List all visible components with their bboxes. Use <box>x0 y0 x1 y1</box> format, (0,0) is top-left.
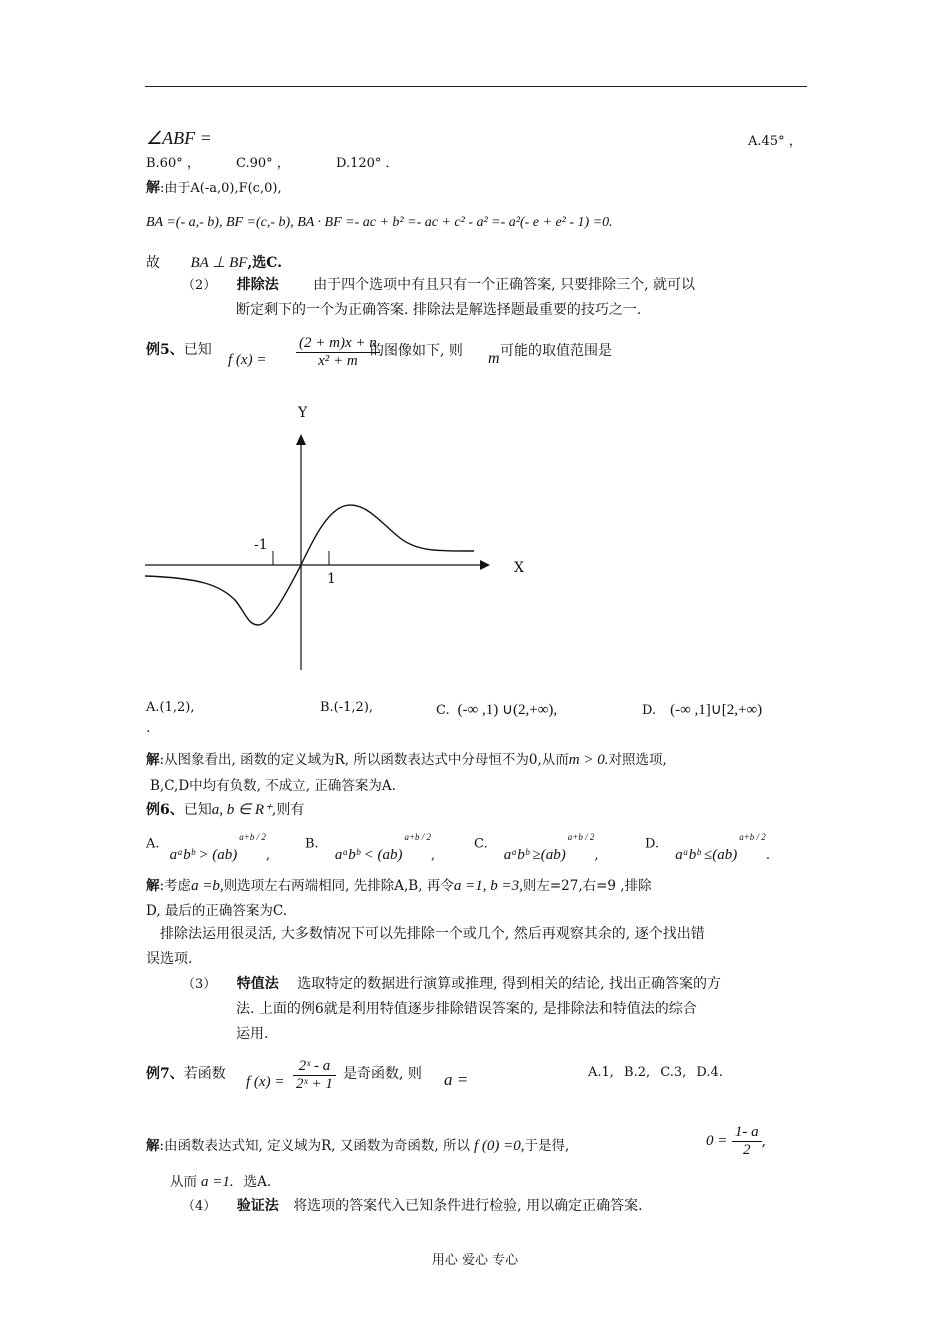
ex5-fraction: $\frac{(2 + m)x + n}{\text{x² + m}}$ <box>296 335 380 370</box>
option-c: C.90° ， <box>236 156 290 171</box>
ex6-note-line2: 误选项. <box>146 951 193 967</box>
ex7-options: A.1, B.2, C.3, D.4. <box>588 1065 723 1080</box>
ex5-solution-line1: 解:从图象看出, 函数的定义域为R, 所以函数表达式中分母恒不为0,从而m > 0.对照选项, <box>146 752 667 768</box>
ex6-option-c: C. aᵃbᵇ ≥(ab)$^{a+b / 2}$, <box>474 832 599 864</box>
ex7-solution-fraction: 0 = $\frac{1- a}{2}$ , <box>706 1124 767 1158</box>
angle-abf: ∠ABF = <box>146 128 212 148</box>
ex5-func-lhs: f (x) = <box>228 352 267 368</box>
vector-equation: BA =(- a,- b), BF =(c,- b), BA · BF =- ac + b² =- ac + c² - a² =- a²(- e + e² - 1) =0. <box>146 215 613 230</box>
header-rule <box>145 86 807 87</box>
ex7-ask: a = <box>444 1070 469 1089</box>
method3-line1: （3） 特值法 选取特定的数据进行演算或推理, 得到相关的结论, 找出正确答案的方 <box>182 976 721 992</box>
example6-label: 例6、已知a, b ∈ R⁺,则有 <box>146 802 305 818</box>
ex7-func-lhs: f (x) = <box>246 1074 285 1090</box>
method4-line: （4） 验证法 将选项的答案代入已知条件进行检验, 用以确定正确答案. <box>182 1198 643 1214</box>
ex7-fraction: $\frac{\text{2ˣ - a}}{\text{2ˣ + 1}}$ <box>293 1058 336 1093</box>
solution-4: 解:由于A(-a,0),F(c,0), <box>146 180 282 196</box>
example5-label: 例5、已知 <box>146 342 212 358</box>
example7-label: 例7、若函数 <box>146 1066 226 1082</box>
ex5-solution-line2: B,C,D中均有负数, 不成立, 正确答案为A. <box>150 778 396 794</box>
function-graph <box>140 400 520 680</box>
ex6-solution-line2: D, 最后的正确答案为C. <box>146 903 288 919</box>
option-a: A.45° ， <box>748 134 802 149</box>
method2-line2: 断定剩下的一个为正确答案. 排除法是解选择题最重要的技巧之一. <box>236 302 642 318</box>
ex6-option-b: B. aᵃbᵇ < (ab)$^{a+b / 2}$, <box>305 832 436 864</box>
x-axis-arrow-icon <box>480 560 490 570</box>
ex7-solution-line1: 解:由函数表达式知, 定义域为R, 又函数为奇函数, 所以 f (0) =0,于是得, <box>146 1138 570 1154</box>
option-b: B.60° ， <box>146 156 200 171</box>
ex5-dot: . <box>146 720 151 736</box>
ex7-solution-line2: 从而 a =1. 选A. <box>170 1174 272 1190</box>
ex5-var-m: m <box>488 350 500 367</box>
option-d: D.120° ． <box>336 156 399 171</box>
ex5-option-a: A.(1,2), <box>146 700 195 715</box>
conclusion-4: 故 BA ⊥ BF,选C. <box>146 255 283 271</box>
ex7-question: 是奇函数, 则 <box>343 1066 422 1082</box>
ex6-note-line1: 排除法运用很灵活, 大多数情况下可以先排除一个或几个, 然后再观察其余的, 逐个找出错 <box>160 926 705 942</box>
method3-line2: 法. 上面的例6就是利用特值逐步排除错误答案的, 是排除法和特值法的综合 <box>236 1001 697 1017</box>
ex5-option-c: C. (-∞ ,1) ∪(2,+∞), <box>436 702 558 718</box>
method2-line1: （2） 排除法 由于四个选项中有且只有一个正确答案, 只要排除三个, 就可以 <box>182 277 695 293</box>
ex6-option-a: A. aᵃbᵇ > (ab)$^{a+b / 2}$, <box>146 832 271 864</box>
graph-tick-neg-label: -1 <box>254 537 268 553</box>
graph-y-label: Y <box>298 405 308 421</box>
ex5-option-b: B.(-1,2), <box>320 700 374 715</box>
y-axis-arrow-icon <box>296 434 306 445</box>
ex6-solution-line1: 解:考虑a =b,则选项左右两端相同, 先排除A,B, 再令a =1, b =3,则左=27,右=9 ,排除 <box>146 878 652 894</box>
graph-tick-pos-label: 1 <box>327 571 336 587</box>
ex5-option-d: D. (-∞ ,1]∪[2,+∞) <box>642 702 763 718</box>
ex5-tail: 可能的取值范围是 <box>500 343 612 359</box>
page-footer: 用心 爱心 专心 <box>431 1253 519 1268</box>
ex6-option-d: D. aᵃbᵇ ≤(ab)$^{a+b / 2}$. <box>645 832 770 864</box>
ex5-question: 的图像如下, 则 <box>370 343 463 359</box>
method3-line3: 运用. <box>236 1026 269 1042</box>
graph-x-label: X <box>514 560 524 576</box>
